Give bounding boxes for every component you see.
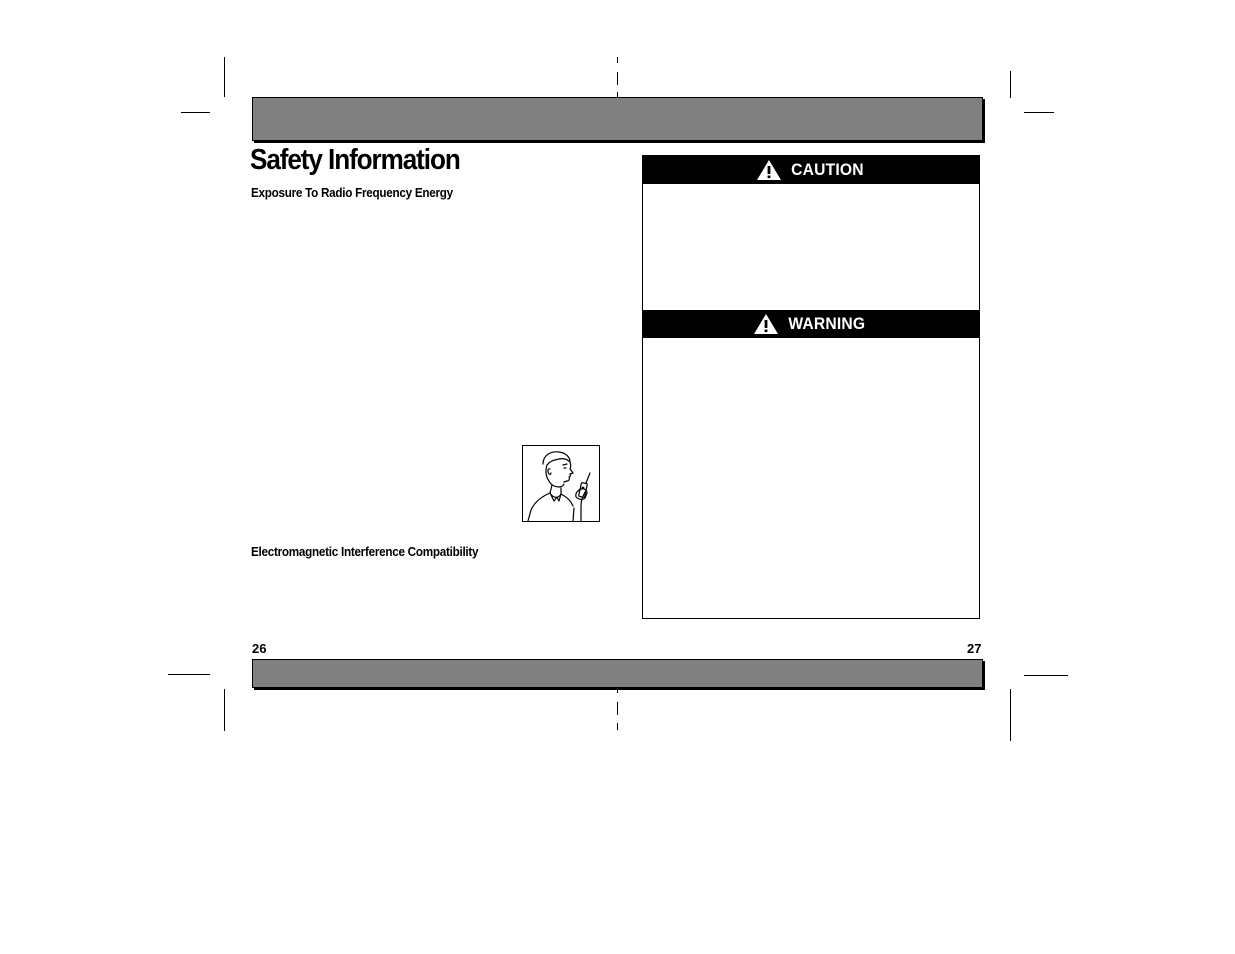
crop-mark — [1024, 675, 1068, 676]
caution-warning-panel — [642, 155, 980, 619]
warning-triangle-icon — [756, 159, 782, 181]
warning-triangle-icon — [753, 313, 779, 335]
crop-mark — [617, 72, 618, 85]
page-title: Safety Information — [250, 144, 460, 176]
caution-label: CAUTION — [790, 160, 864, 179]
crop-mark — [1010, 689, 1011, 741]
crop-mark — [617, 57, 618, 63]
warning-header — [643, 310, 979, 338]
crop-mark — [1024, 112, 1054, 113]
header-band — [252, 97, 983, 141]
crop-mark — [181, 112, 210, 113]
caution-header — [643, 156, 979, 184]
section-heading-emi-compatibility: Electromagnetic Interference Compatibility — [251, 544, 479, 559]
crop-mark — [617, 723, 618, 730]
crop-mark — [168, 674, 210, 675]
crop-mark — [617, 702, 618, 715]
footer-band — [252, 659, 983, 688]
crop-mark — [224, 57, 225, 97]
page-number-right: 27 — [967, 641, 982, 656]
section-heading-rf-exposure: Exposure To Radio Frequency Energy — [251, 185, 453, 200]
warning-label: WARNING — [788, 314, 866, 333]
person-with-two-way-radio-icon — [522, 445, 600, 522]
page-number-left: 26 — [252, 641, 267, 656]
crop-mark — [1010, 71, 1011, 98]
crop-mark — [224, 689, 225, 731]
